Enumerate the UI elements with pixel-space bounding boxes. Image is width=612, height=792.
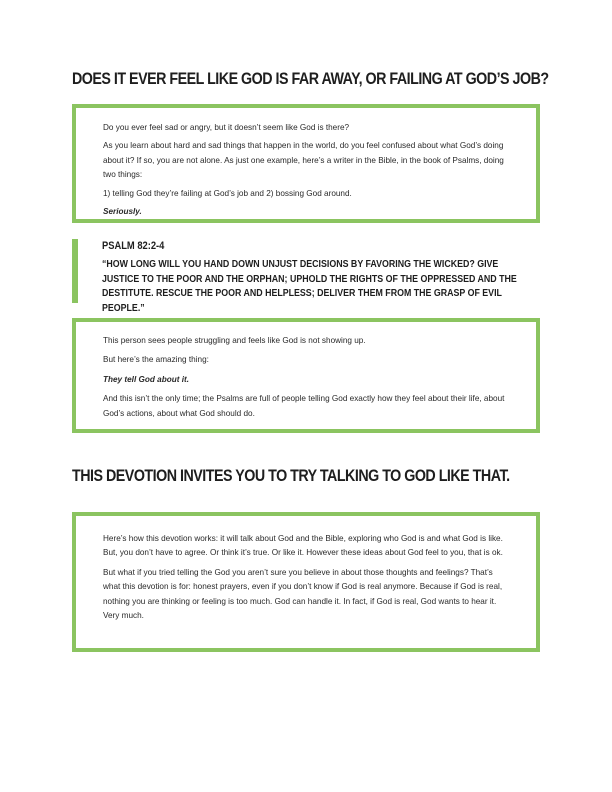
scripture-quote bbox=[72, 239, 540, 314]
quote-reference: PSALM 82:2-4 bbox=[102, 240, 165, 252]
reflection-paragraph-3: They tell God about it. bbox=[103, 374, 189, 384]
reflection-paragraph-1: This person sees people struggling and feels like God is not showing up. bbox=[103, 336, 366, 345]
quote-accent-bar bbox=[72, 239, 78, 303]
reflection-paragraph-2: But here’s the amazing thing: bbox=[103, 355, 209, 365]
devotion-paragraph-2: But what if you tried telling the God you aren’t sure you believe in about those thoughts and feelings? That’s what this devotion is for: honest prayers, even if you don’t know if God is real anymore. Because if God is real, nothing you are thinking or feeling is too much. God can handle it. In fact, if God is real, God wants to hear it. Very much. bbox=[103, 567, 503, 621]
intro-paragraph-4: Seriously. bbox=[103, 207, 142, 217]
intro-paragraph-1: Do you ever feel sad or angry, but it doesn’t seem like God is there? bbox=[103, 123, 350, 132]
devotion-paragraph-1: Here’s how this devotion works: it will talk about God and the Bible, exploring who God is and what God is like. But, you don’t have to agree. Or think it’s true. Or like it. However these ideas about God feel to you, that is ok. bbox=[103, 534, 503, 558]
intro-box bbox=[72, 104, 540, 223]
reflection-box bbox=[72, 318, 540, 433]
section2-heading: THIS DEVOTION INVITES YOU TO TRY TALKING TO GOD LIKE THAT. bbox=[72, 466, 510, 485]
devotion-box bbox=[72, 512, 540, 652]
quote-text: “HOW LONG WILL YOU HAND DOWN UNJUST DECISIONS BY FAVORING THE WICKED? GIVE JUSTICE TO THE POOR AND THE ORPHAN; UPHOLD THE RIGHTS OF THE OPPRESSED AND THE DESTITUTE. RESCUE THE POOR AND HELPLESS; DELIVER THEM FROM THE GRASP OF EVIL PEOPLE.” bbox=[102, 259, 517, 314]
intro-paragraph-3: 1) telling God they’re failing at God’s job and 2) bossing God around. bbox=[103, 188, 352, 198]
section1-heading: DOES IT EVER FEEL LIKE GOD IS FAR AWAY, OR FAILING AT GOD’S JOB? bbox=[72, 69, 549, 88]
reflection-paragraph-4: And this isn’t the only time; the Psalms are full of people telling God exactly how they feel about their life, about God’s actions, about what God should do. bbox=[103, 394, 505, 418]
intro-paragraph-2: As you learn about hard and sad things that happen in the world, do you feel confused about what God’s doing about it? If so, you are not alone. As just one example, here’s a writer in the Bible, in the book of Psalms, doing two things: bbox=[103, 141, 504, 180]
